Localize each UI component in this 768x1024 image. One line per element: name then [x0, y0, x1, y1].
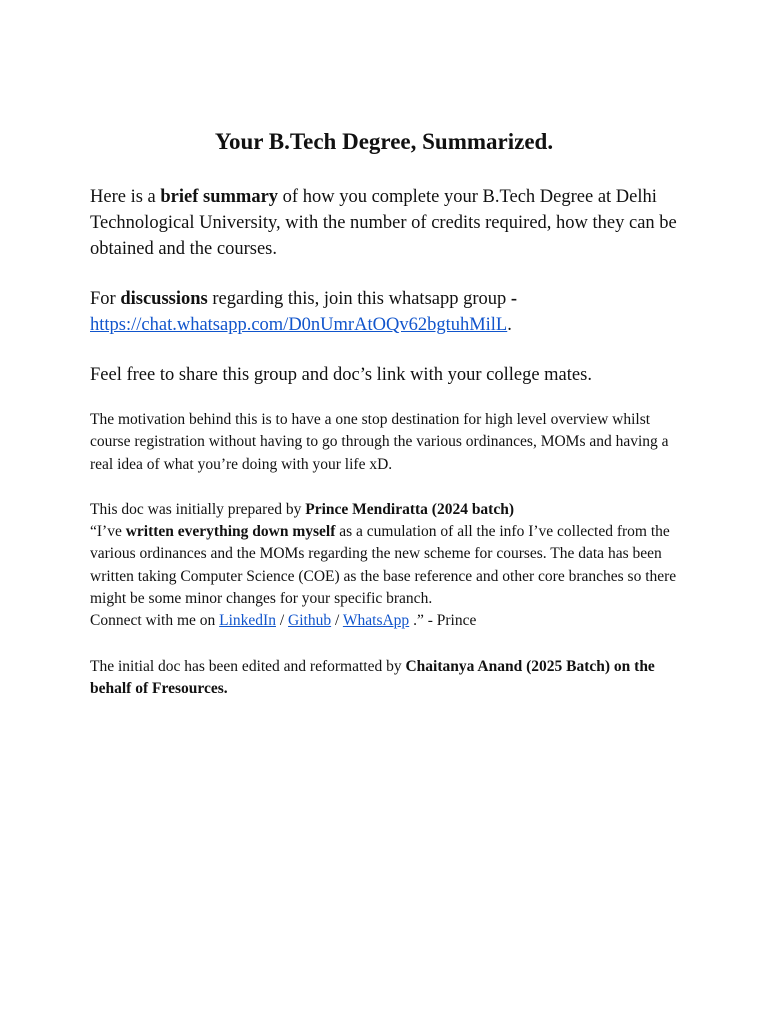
link-separator: /	[331, 612, 343, 630]
link-separator: /	[275, 612, 289, 630]
motivation-paragraph: The motivation behind this is to have a one stop destination for high level overview whilst course registration without having to go through the various ordinances, MOMs and having a real idea of what you’re doing with your life xD.	[90, 411, 669, 473]
discussion-text-pre: For	[90, 289, 121, 309]
whatsapp-group-link[interactable]: https://chat.whatsapp.com/D0nUmrAtOQv62bgtuhMilL	[90, 315, 508, 335]
intro-text-bold: brief summary	[160, 187, 279, 207]
whatsapp-link[interactable]: WhatsApp	[342, 612, 410, 630]
discussion-text-post: regarding this, join this whatsapp group	[207, 289, 511, 309]
intro-paragraph	[90, 184, 680, 262]
prepared-paragraph	[90, 499, 680, 633]
linkedin-link[interactable]: LinkedIn	[219, 612, 276, 630]
quote-end: .” - Prince	[409, 612, 477, 630]
intro-text-pre: Here is a	[90, 187, 161, 207]
connect-text: Connect with me on	[90, 612, 220, 630]
prepared-author: Prince Mendiratta (2024 batch)	[305, 500, 515, 518]
quote-open: “I’ve	[90, 523, 126, 541]
discussion-text-end: .	[507, 315, 512, 335]
github-link[interactable]: Github	[288, 612, 332, 630]
discussion-paragraph	[90, 286, 680, 338]
quote-body: as a cumulation of all the info I’ve collected from the various ordinances and the MOMs regarding the new scheme for courses. The data has been written taking Computer Science (COE) as the base reference and other core branches so there might be some minor changes for your specific branch.	[90, 523, 677, 608]
document-body	[90, 184, 680, 700]
discussion-dash: -	[510, 289, 518, 309]
edited-text-pre: The initial doc has been edited and reformatted by	[90, 657, 406, 675]
share-paragraph: Feel free to share this group and doc’s link with your college mates.	[90, 365, 592, 385]
prepared-text-pre: This doc was initially prepared by	[90, 500, 306, 518]
quote-bold: written everything down myself	[125, 523, 336, 541]
edited-paragraph	[90, 656, 680, 701]
edited-author: Chaitanya Anand (2025 Batch) on the behalf of Fresources.	[90, 657, 655, 697]
discussion-text-bold: discussions	[120, 289, 208, 309]
intro-text-post: of how you complete your B.Tech Degree at Delhi Technological University, with the number of credits required, how they can be obtained and the courses.	[90, 187, 677, 259]
page-title: Your B.Tech Degree, Summarized.	[214, 129, 554, 154]
